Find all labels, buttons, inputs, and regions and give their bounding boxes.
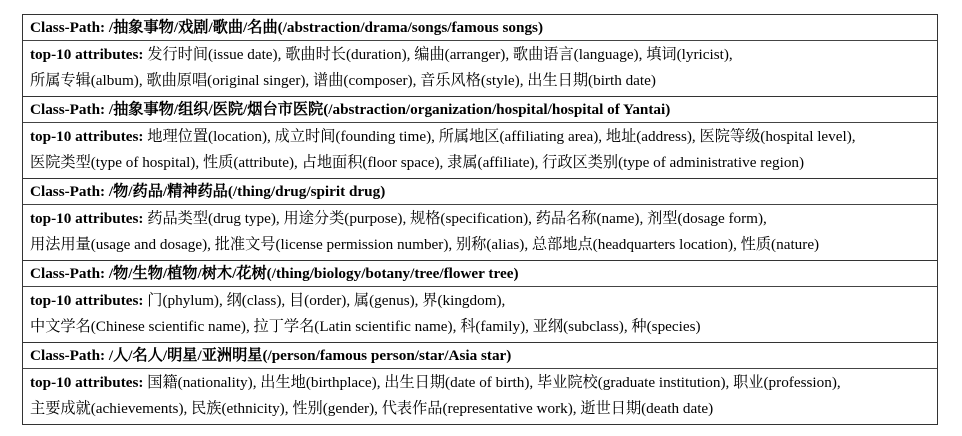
class-path-label: Class-Path: (30, 183, 106, 200)
class-path-value: /抽象事物/戏剧/歌曲/名曲(/abstraction/drama/songs/famous songs) (108, 19, 544, 36)
attribute-list: 门(phylum), 纲(class), 目(order), 属(genus), 界(kingdom), (147, 292, 506, 309)
attribute-line (30, 150, 937, 176)
class-path-row (23, 261, 937, 287)
attribute-line (30, 396, 937, 422)
class-block-famous-songs (23, 15, 937, 96)
class-path-label: Class-Path: (30, 101, 106, 118)
class-path-label: Class-Path: (30, 265, 106, 282)
class-path-label: Class-Path: (30, 347, 106, 364)
attribute-list: 用法用量(usage and dosage), 批准文号(license permission number), 别称(alias), 总部地点(headquarters location), 性质(nature) (30, 236, 820, 253)
top-attributes-label: top-10 attributes: (30, 374, 144, 391)
class-block-asia-star (23, 342, 937, 424)
class-block-hospital-of-yantai (23, 96, 937, 178)
attribute-rows (23, 287, 937, 342)
attribute-list: 所属专辑(album), 歌曲原唱(original singer), 谱曲(composer), 音乐风格(style), 出生日期(birth date) (30, 72, 656, 89)
top-attributes-label: top-10 attributes: (30, 128, 144, 145)
class-path-row (23, 343, 937, 369)
attribute-line (30, 124, 937, 150)
attribute-list: 药品类型(drug type), 用途分类(purpose), 规格(specification), 药品名称(name), 剂型(dosage form), (147, 210, 767, 227)
class-path-row (23, 179, 937, 205)
attribute-line (30, 370, 937, 396)
attribute-line (30, 68, 937, 94)
attribute-line (30, 232, 937, 258)
class-path-label: Class-Path: (30, 19, 106, 36)
attribute-rows (23, 123, 937, 178)
class-path-value: /物/生物/植物/树木/花树(/thing/biology/botany/tree/flower tree) (108, 265, 519, 282)
attribute-list: 发行时间(issue date), 歌曲时长(duration), 编曲(arranger), 歌曲语言(language), 填词(lyricist), (147, 46, 733, 63)
attribute-rows (23, 41, 937, 96)
class-block-spirit-drug (23, 178, 937, 260)
attribute-list: 地理位置(location), 成立时间(founding time), 所属地区(affiliating area), 地址(address), 医院等级(hospital level), (147, 128, 856, 145)
attribute-list: 医院类型(type of hospital), 性质(attribute), 占地面积(floor space), 隶属(affiliate), 行政区类别(type of administrative region) (30, 154, 805, 171)
class-path-value: /抽象事物/组织/医院/烟台市医院(/abstraction/organization/hospital/hospital of Yantai) (108, 101, 671, 118)
class-block-flower-tree (23, 260, 937, 342)
attribute-line (30, 288, 937, 314)
attribute-line (30, 42, 937, 68)
class-path-row (23, 15, 937, 41)
attribute-rows (23, 205, 937, 260)
attribute-list: 中文学名(Chinese scientific name), 拉丁学名(Latin scientific name), 科(family), 亚纲(subclass), 种(species) (30, 318, 701, 335)
top-attributes-label: top-10 attributes: (30, 210, 144, 227)
class-path-value: /人/名人/明星/亚洲明星(/person/famous person/star/Asia star) (108, 347, 512, 364)
attribute-table (22, 14, 938, 425)
attribute-list: 主要成就(achievements), 民族(ethnicity), 性别(gender), 代表作品(representative work), 逝世日期(death date) (30, 400, 714, 417)
top-attributes-label: top-10 attributes: (30, 46, 144, 63)
top-attributes-label: top-10 attributes: (30, 292, 144, 309)
attribute-list: 国籍(nationality), 出生地(birthplace), 出生日期(date of birth), 毕业院校(graduate institution), 职业(profession), (147, 374, 841, 391)
class-path-row (23, 97, 937, 123)
class-path-value: /物/药品/精神药品(/thing/drug/spirit drug) (108, 183, 386, 200)
attribute-line (30, 314, 937, 340)
attribute-line (30, 206, 937, 232)
attribute-rows (23, 369, 937, 424)
